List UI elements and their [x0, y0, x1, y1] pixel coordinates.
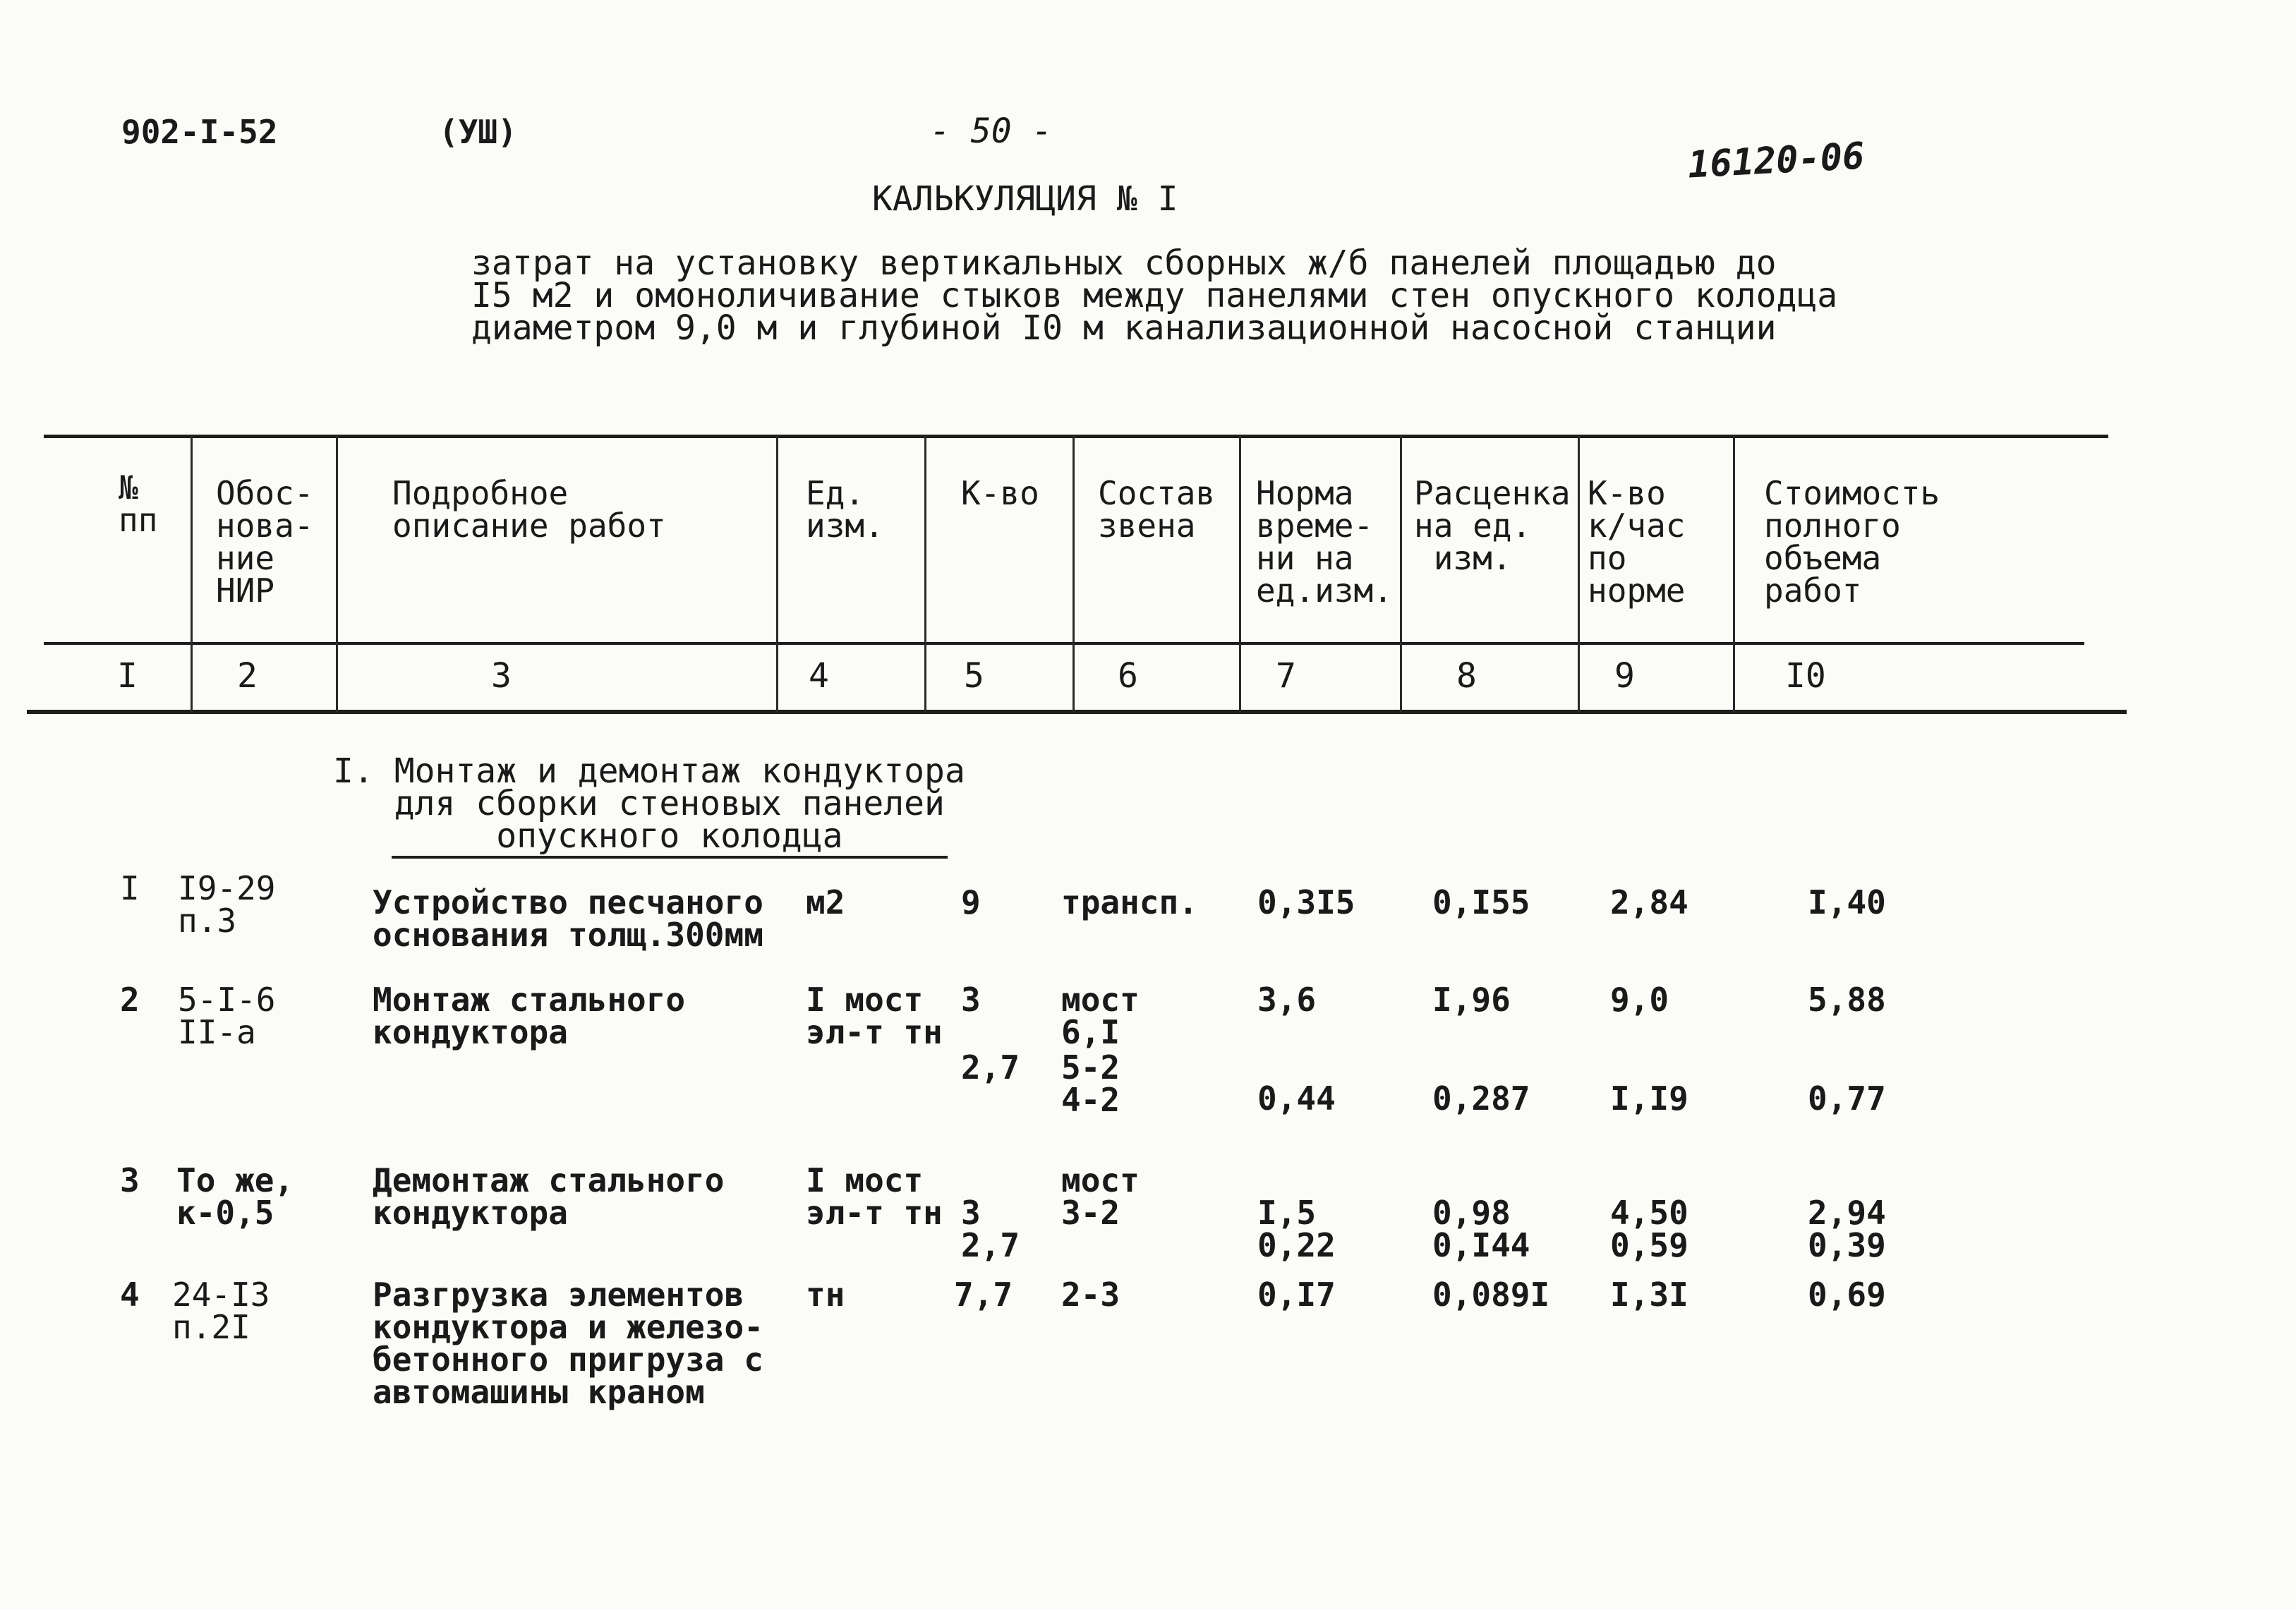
col-number: 3: [491, 656, 512, 696]
table-numbers-rule: [27, 710, 2127, 714]
row-cost: 0,77: [1808, 1079, 1886, 1118]
row-description: Устройство песчаного основания толщ.300мм: [373, 883, 763, 954]
row-description: Монтаж стального кондуктора: [373, 981, 686, 1051]
section-underline: [392, 856, 948, 859]
col-divider: [191, 436, 193, 713]
col-divider: [1733, 436, 1735, 713]
row-hours: 9,0: [1610, 981, 1669, 1019]
document-part: (УШ): [439, 113, 517, 151]
row-rate: 0,089I: [1432, 1276, 1550, 1314]
col-divider: [336, 436, 338, 713]
row-norm: 0,3I5: [1257, 883, 1355, 921]
row-qty: 3 2,7: [961, 1194, 1020, 1264]
row-qty: 3: [961, 981, 981, 1019]
row-norm: 3,6: [1257, 981, 1317, 1019]
row-description: Разгрузка элементов кондуктора и железо- бетонного пригруза с автомашины краном: [373, 1276, 763, 1411]
col-divider: [924, 436, 926, 713]
row-cost: 2,94 0,39: [1808, 1194, 1886, 1264]
col-number: 5: [964, 656, 984, 696]
col-divider: [1073, 436, 1075, 713]
row-norm: 0,I7: [1257, 1276, 1336, 1314]
archive-stamp: 16120-06: [1686, 135, 1866, 187]
col-number: 2: [237, 656, 258, 696]
col-header-cost: Стоимость полного объема работ: [1764, 474, 1940, 610]
col-number: 8: [1456, 656, 1477, 696]
row-crew: мост 3-2: [1061, 1161, 1140, 1232]
section-title: I. Монтаж и демонтаж кондуктора для сборки стеновых панелей опускного колодца: [333, 751, 965, 856]
row-no: 4: [120, 1276, 140, 1314]
row-crew: трансп.: [1061, 883, 1198, 921]
row-qty: 2,7: [961, 1048, 1020, 1087]
row-rate: I,96: [1432, 981, 1511, 1019]
col-header-no: № пп: [119, 468, 158, 539]
col-header-qty: К-во: [961, 474, 1039, 512]
col-divider: [1400, 436, 1402, 713]
col-header-basis: Обос- нова- ние НИР: [216, 474, 314, 610]
table-top-rule: [44, 435, 2108, 438]
row-crew: 2-3: [1061, 1276, 1120, 1314]
row-norm: 0,44: [1257, 1079, 1336, 1118]
row-rate: 0,287: [1432, 1079, 1530, 1118]
row-no: 2: [120, 981, 140, 1019]
col-number: I: [117, 656, 138, 696]
row-basis: I9-29 п.3: [178, 869, 276, 940]
row-norm: I,5 0,22: [1257, 1194, 1336, 1264]
row-cost: 5,88: [1808, 981, 1886, 1019]
intro-text: затрат на установку вертикальных сборных ж/б панелей площадью до I5 м2 и омоноличивание стыков между панелями стен опускного колодца диаметром 9,0 м и глубиной I0 м канализационной насосной станции: [471, 243, 1838, 348]
col-divider: [776, 436, 778, 713]
col-header-unit: Ед. изм.: [806, 474, 884, 545]
row-unit: м2: [806, 883, 845, 921]
row-unit: тн: [806, 1276, 845, 1314]
col-number: 9: [1614, 656, 1635, 696]
row-qty: 7,7: [954, 1276, 1013, 1314]
col-number: 7: [1276, 656, 1296, 696]
col-header-description: Подробное описание работ: [392, 474, 666, 545]
document-code: 902-I-52: [121, 113, 278, 151]
col-divider: [1578, 436, 1580, 713]
row-rate: 0,98 0,I44: [1432, 1194, 1530, 1264]
row-description: Демонтаж стального кондуктора: [373, 1161, 725, 1232]
row-unit: I мост эл-т тн: [806, 1161, 943, 1232]
row-no: 3: [120, 1161, 140, 1199]
col-number: 4: [809, 656, 829, 696]
row-qty: 9: [961, 883, 981, 921]
row-cost: I,40: [1808, 883, 1886, 921]
row-basis: То же, к-0,5: [176, 1161, 294, 1232]
row-unit: I мост эл-т тн: [806, 981, 943, 1051]
row-hours: 2,84: [1610, 883, 1688, 921]
col-divider: [1239, 436, 1241, 713]
col-number: I0: [1785, 656, 1826, 696]
page-title: КАЛЬКУЛЯЦИЯ № I: [872, 179, 1178, 219]
row-hours: 4,50 0,59: [1610, 1194, 1688, 1264]
row-crew: 5-2 4-2: [1061, 1048, 1120, 1119]
table-header-rule: [44, 642, 2084, 645]
row-hours: I,I9: [1610, 1079, 1688, 1118]
row-basis: 24-I3 п.2I: [172, 1276, 270, 1346]
row-cost: 0,69: [1808, 1276, 1886, 1314]
col-number: 6: [1118, 656, 1138, 696]
col-header-norm: Норма време- ни на ед.изм.: [1256, 474, 1393, 610]
row-no: I: [120, 869, 140, 907]
col-header-hours: К-во к/час по норме: [1588, 474, 1686, 610]
row-rate: 0,I55: [1432, 883, 1530, 921]
row-crew: мост 6,I: [1061, 981, 1140, 1051]
page-number: - 50 -: [930, 111, 1053, 151]
col-header-crew: Состав звена: [1098, 474, 1216, 545]
col-header-rate: Расценка на ед. изм.: [1414, 474, 1571, 577]
row-basis: 5-I-6 II-а: [178, 981, 276, 1051]
row-hours: I,3I: [1610, 1276, 1688, 1314]
